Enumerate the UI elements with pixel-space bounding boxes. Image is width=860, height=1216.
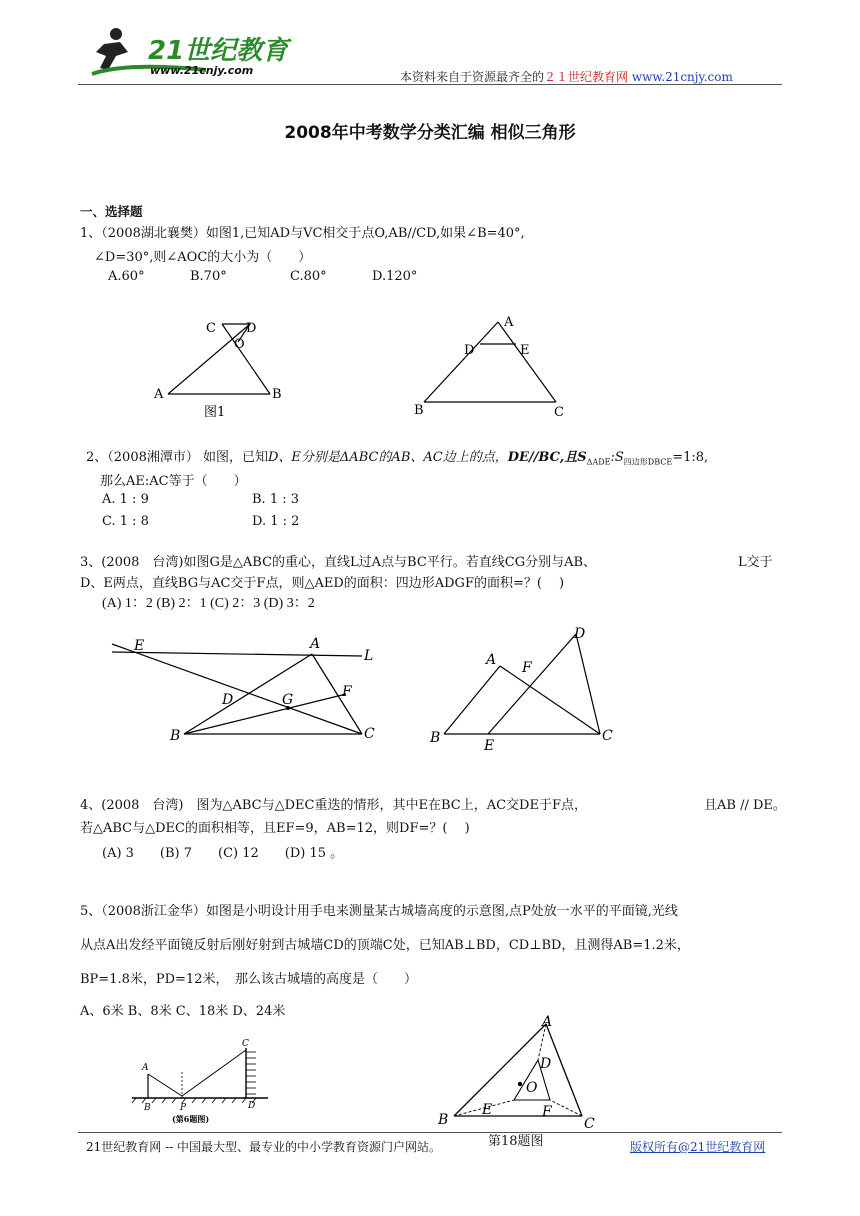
q3-fig2-label-a: A [486,652,497,668]
q4-line2: 若△ABC与△DEC的面积相等，且EF=9，AB=12，则DF=？( ) [80,821,470,836]
fig2-label-e: E [520,343,530,358]
section-heading: 一、选择题 [80,204,143,219]
q3-fig1-label-f: F [342,684,352,700]
header-site-name: ２１世纪教育网 [544,70,629,84]
q5-fig2-label-o: O [526,1080,538,1096]
q2-option-d: D. 1 : 2 [252,514,300,529]
fig1-caption: 图1 [204,405,226,420]
q3-fig1-label-e: E [134,638,145,654]
q2-option-b: B. 1 : 3 [252,492,300,507]
footer-copyright-link[interactable]: 版权所有@21世纪教育网 [630,1140,766,1154]
q3-fig1-label-b: B [170,728,181,744]
q5-fig1-label-b: B [144,1103,151,1113]
q1-option-a: A.60° [108,269,145,284]
fig1-label-d: D [246,321,257,336]
q4-options: (A) 3 (B) 7 (C) 12 (D) 15 。 [102,846,344,861]
q1-option-d: D.120° [372,269,418,284]
q1-line1: 1、（2008湖北襄樊）如图1,已知AD与VC相交于点O,AB//CD,如果∠B=40°, [80,226,525,241]
q5-line2: 从点A出发经平面镜反射后刚好射到古城墙CD的顶端C处，已知AB⊥BD，CD⊥BD，且测得AB=1.2米， [80,938,690,953]
fig1-label-a: A [154,387,164,402]
page-title: 2008年中考数学分类汇编 相似三角形 [284,123,576,143]
header-divider [78,84,782,85]
q5-fig2-label-a: A [542,1014,553,1030]
q4-line1a: 4、(2008 台湾) 图为△ABC与△DEC重迭的情形，其中E在BC上，AC交DE于F点， [80,798,587,813]
q5-line1: 5、（2008浙江金华）如图是小明设计用手电来测量某古城墙高度的示意图,点P处放一水平的平面镜,光线 [80,904,678,919]
q5-fig2-label-d: D [540,1056,552,1072]
q2-line2: 那么AE:AC等于（ ） [100,474,247,489]
q1-line2: ∠D=30°,则∠AOC的大小为（ ） [94,250,312,265]
fig2-label-b: B [414,403,424,416]
logo-url-text: www.21cnjy.com [150,64,254,77]
q3-fig2-label-d: D [574,626,586,642]
q5-fig1-label-c: C [242,1039,249,1049]
q1-option-c: C.80° [290,269,327,284]
q3-fig2-label-e: E [484,738,495,754]
q3-options: (A) 1：2 (B) 2：1 (C) 2：3 (D) 3：2 [102,596,315,611]
fig1-label-o: O [234,337,245,352]
header-source-text: 本资料来自于资源最齐全的２１世纪教育网 www.21cnjy.com [400,70,733,84]
q5-figure-1 [128,1036,278,1128]
q5-fig1-label-a: A [142,1063,149,1073]
q5-fig1-caption: (第6题图) [172,1114,210,1124]
fig2-label-c: C [554,405,564,416]
fig2-label-d: D [464,343,475,358]
q1-option-b: B.70° [190,269,227,284]
q4-line1b: 且AB // DE。 [704,798,786,813]
q3-fig2-label-b: B [430,730,441,746]
q1-figure-2 [410,314,580,416]
q5-fig1-label-d: D [248,1101,256,1111]
q5-fig2-caption: 第18题图 [488,1134,544,1149]
q3-line1a: 3、(2008 台湾)如图G是△ABC的重心，直线L过A点与BC平行。若直线CG分别与AB、 [80,555,597,570]
q3-fig1-label-c: C [364,726,375,742]
q2-option-a: A. 1 : 9 [102,492,149,507]
q2-option-c: C. 1 : 8 [102,514,149,529]
q5-fig2-label-f: F [542,1104,552,1120]
footer-divider [78,1132,782,1133]
q1-figure-1 [150,318,290,422]
q5-fig2-label-c: C [584,1116,595,1130]
q3-fig1-label-a: A [310,636,321,652]
q3-figure-1 [100,632,390,746]
q5-fig1-label-p: P [180,1103,187,1113]
q5-line3: BP=1.8米，PD=12米， 那么该古城墙的高度是（ ） [80,972,417,987]
fig1-label-c: C [206,321,216,336]
q5-options: A、6米 B、8米 C、18米 D、24米 [80,1004,286,1019]
fig2-label-a: A [504,315,514,330]
q5-figure-2 [432,1014,608,1130]
q2-line1: 2、（2008湘潭市） 如图，已知D、E分别是ΔABC的AB、AC边上的点，DE//BC,且$S_{\Delta ADE}:S_{四边形DBCE}=1:8$, [86,450,709,467]
q3-fig1-label-g: G [282,692,294,708]
q3-fig2-label-f: F [522,660,532,676]
header-url[interactable]: www.21cnjy.com [631,70,733,84]
footer-left-text: 21世纪教育网 -- 中国最大型、最专业的中小学教育资源门户网站。 [86,1140,442,1154]
q5-fig2-label-b: B [438,1112,449,1128]
q5-fig2-label-e: E [482,1102,493,1118]
q3-fig2-label-c: C [602,728,613,744]
q3-figure-2 [424,620,624,756]
q3-line1b: L交于 [738,555,773,570]
q3-fig1-label-l: L [364,648,374,664]
q3-line2: D、E两点，直线BG与AC交于F点，则△AED的面积：四边形ADGF的面积=？( ) [80,576,565,591]
q3-fig1-label-d: D [222,692,234,708]
logo-main-text: 21世纪教育 [148,36,289,66]
fig1-label-b: B [272,387,282,402]
